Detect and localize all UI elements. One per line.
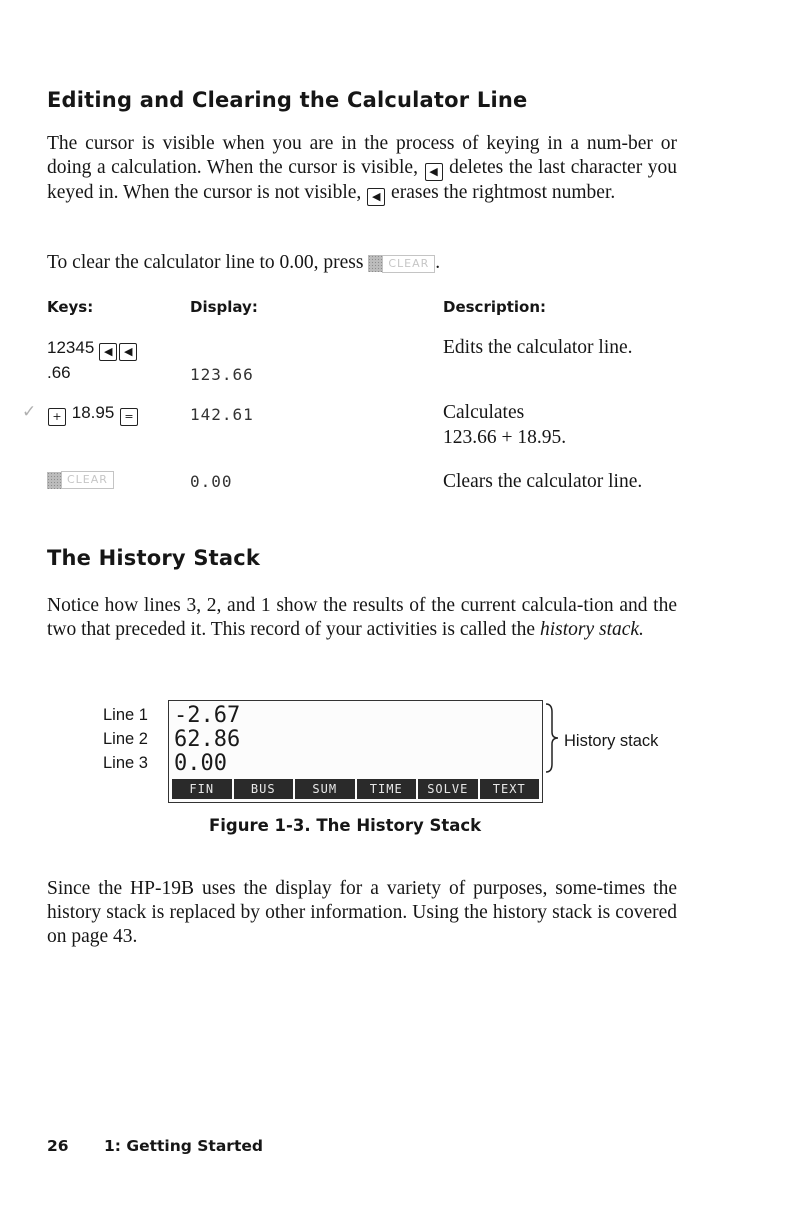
table-row-2-description-2: 123.66 + 18.95. — [443, 427, 567, 448]
table-row-2-keys — [47, 402, 139, 426]
table-row-3-description: Clears the calculator line. — [443, 471, 643, 492]
menu-key-text: TEXT — [480, 779, 540, 799]
history-stack-annotation: History stack — [564, 732, 659, 750]
history-stack-term: history stack. — [539, 619, 644, 640]
page-number: 26 — [47, 1137, 69, 1155]
line-label-3: Line 3 — [103, 754, 148, 772]
section-heading-history-stack: The History Stack — [47, 546, 261, 570]
line-label-1: Line 1 — [103, 706, 148, 724]
table-row-1-description: Edits the calculator line. — [443, 337, 633, 358]
table-header-description: Description: — [443, 298, 547, 316]
menu-key-sum: SUM — [295, 779, 355, 799]
clear-softkey-label: CLEAR — [61, 471, 114, 489]
calculator-display — [168, 700, 543, 803]
keys-text: 12345 — [47, 338, 95, 357]
menu-key-fin: FIN — [172, 779, 232, 799]
table-header-keys: Keys: — [47, 298, 94, 316]
paragraph-cursor-text-2: deletes the last character you keyed in. When the cursor is not visible, — [47, 157, 678, 203]
display-line-3: 0.00 — [174, 751, 227, 776]
line-label-2: Line 2 — [103, 730, 148, 748]
table-header-display: Display: — [190, 298, 258, 316]
check-mark-icon: ✓ — [22, 402, 37, 422]
shift-key-icon — [368, 255, 382, 272]
menu-key-time: TIME — [357, 779, 417, 799]
paragraph-clear-period: . — [435, 252, 441, 273]
backspace-key-icon: ◀ — [425, 163, 443, 181]
paragraph-cursor-text-1: The cursor is visible when you are in the process of keying in a num-ber or doing a calculation. When the cursor is visible, — [47, 133, 677, 178]
table-row-2-display: 142.61 — [190, 405, 254, 424]
equals-key-icon: = — [120, 408, 138, 426]
display-line-1: -2.67 — [174, 703, 241, 728]
table-row-3-keys — [47, 471, 114, 490]
chapter-title: 1: Getting Started — [104, 1137, 263, 1155]
paragraph-history — [47, 594, 677, 642]
menu-key-bus: BUS — [234, 779, 294, 799]
paragraph-clear — [47, 251, 440, 275]
keys-text: 18.95 — [71, 403, 115, 422]
menu-bar — [172, 779, 539, 799]
display-line-2: 62.86 — [174, 727, 241, 752]
table-row-3-display: 0.00 — [190, 472, 233, 491]
paragraph-cursor-text-3: erases the rightmost number. — [391, 182, 616, 203]
backspace-key-icon: ◀ — [99, 343, 117, 361]
backspace-key-icon: ◀ — [367, 188, 385, 206]
figure-caption: Figure 1-3. The History Stack — [209, 816, 482, 835]
table-row-1-display: 123.66 — [190, 365, 254, 384]
plus-key-icon: + — [48, 408, 66, 426]
table-row-2-description-1: Calculates — [443, 402, 525, 423]
clear-softkey — [368, 255, 435, 273]
shift-key-icon — [47, 472, 61, 489]
menu-key-solve: SOLVE — [418, 779, 478, 799]
clear-softkey — [47, 471, 114, 489]
clear-softkey-label: CLEAR — [382, 255, 435, 273]
paragraph-clear-text: To clear the calculator line to 0.00, press — [47, 252, 364, 273]
backspace-key-icon: ◀ — [119, 343, 137, 361]
paragraph-hp19b: Since the HP-19B uses the display for a variety of purposes, some-times the history stack is replaced by other information. Using the history stack is covered on page 43. — [47, 878, 677, 947]
paragraph-cursor — [47, 132, 677, 206]
brace-icon — [544, 702, 562, 774]
paragraph-history-text: Notice how lines 3, 2, and 1 show the results of the current calcula-tion and the two that preceded it. This record of your activities is called the — [47, 595, 677, 640]
table-row-1-keys — [47, 337, 138, 361]
section-heading-editing: Editing and Clearing the Calculator Line — [47, 88, 528, 112]
table-row-1-keys-line2: .66 — [47, 363, 71, 382]
